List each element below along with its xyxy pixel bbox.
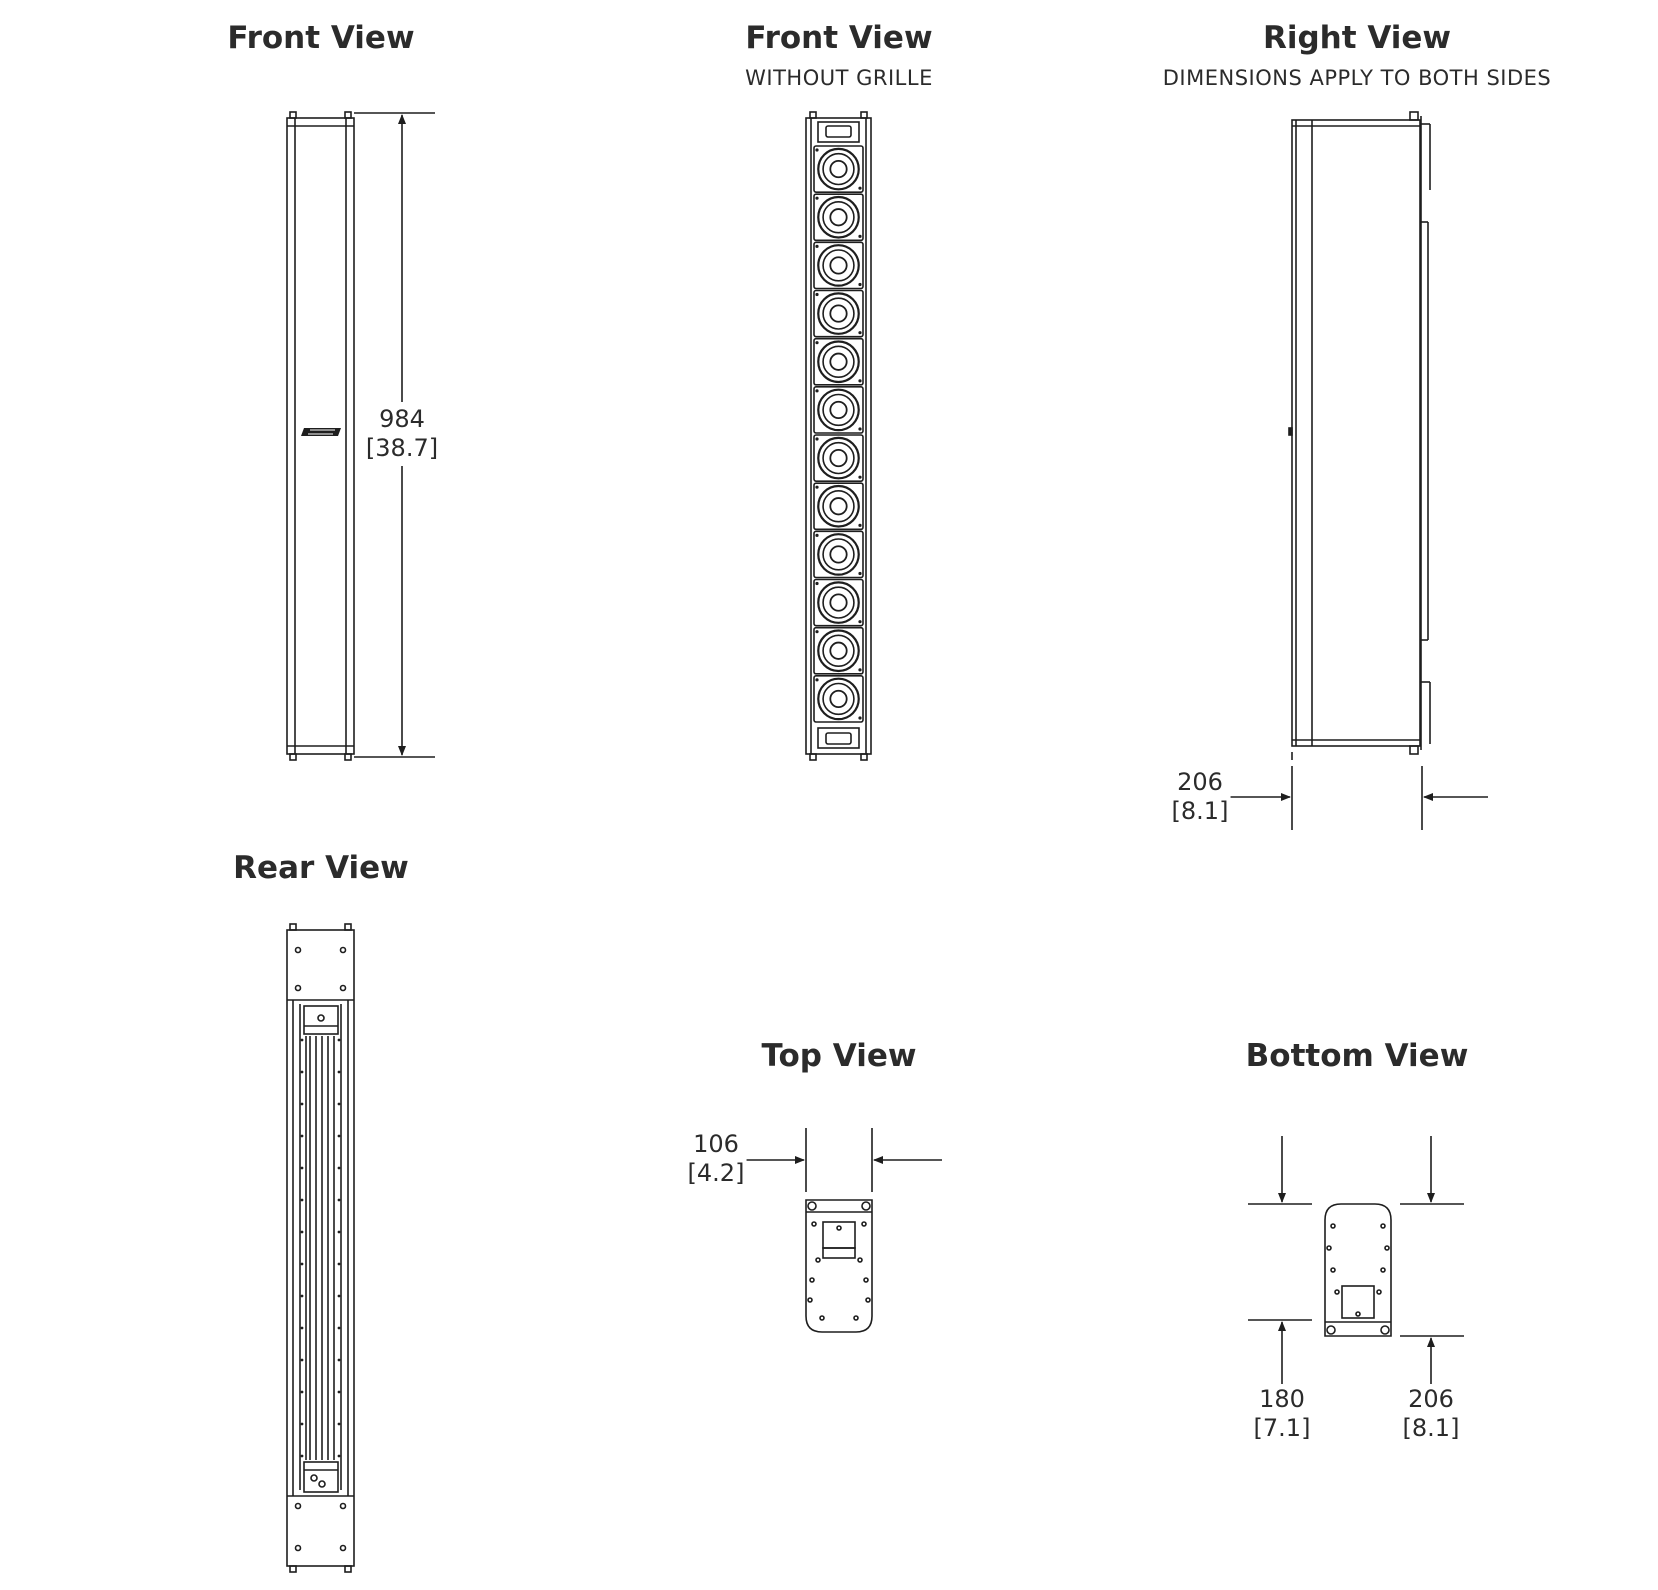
front-view-no-grille-subtitle: WITHOUT GRILLE: [745, 66, 933, 90]
front-view-no-grille-speaker: [806, 112, 871, 760]
driver-cone: [823, 491, 854, 522]
rail-fastener: [301, 1039, 304, 1042]
driver-screw: [858, 716, 861, 719]
top-width-in: [4.2]: [687, 1159, 745, 1187]
bottom-depth-a-mm: 180: [1259, 1385, 1305, 1413]
front-view-title: Front View: [227, 20, 415, 56]
driver-screw: [815, 437, 818, 440]
bottom-view-title: Bottom View: [1245, 1038, 1469, 1074]
front-view-no-grille-title: Front View: [745, 20, 933, 56]
driver-screw: [815, 630, 818, 633]
right-depth-dimension: [1228, 752, 1488, 830]
rail-fastener: [338, 1359, 341, 1362]
driver-screw: [815, 678, 818, 681]
driver-cone: [823, 635, 854, 666]
driver-cone: [823, 443, 854, 474]
top-view-speaker: [806, 1200, 872, 1332]
driver-cone: [823, 154, 854, 185]
rail-fastener: [301, 1135, 304, 1138]
driver-screw: [815, 245, 818, 248]
driver-dustcap: [830, 691, 846, 707]
bottom-depth-b-label: [1401, 1385, 1462, 1443]
rail-fastener: [301, 1359, 304, 1362]
rail-fastener: [301, 1423, 304, 1426]
driver-screw: [815, 389, 818, 392]
driver-surround: [818, 438, 858, 478]
bottom-depth-b-in: [8.1]: [1402, 1414, 1460, 1442]
driver-dustcap: [830, 546, 846, 562]
driver-screw: [815, 341, 818, 344]
logo-mark: [301, 428, 341, 436]
driver-surround: [818, 631, 858, 671]
driver-dustcap: [830, 643, 846, 659]
driver-surround: [818, 486, 858, 526]
front-height-mm: 984: [379, 405, 425, 433]
driver-dustcap: [830, 402, 846, 418]
driver-cone: [823, 539, 854, 570]
driver-screw: [815, 197, 818, 200]
rail-fastener: [338, 1423, 341, 1426]
top-view-title: Top View: [761, 1038, 917, 1074]
driver-screw: [815, 486, 818, 489]
driver-screw: [858, 283, 861, 286]
driver-screw: [858, 572, 861, 575]
driver-dustcap: [830, 257, 846, 273]
driver-cone: [823, 250, 854, 281]
driver-cone: [823, 395, 854, 426]
driver-screw: [858, 235, 861, 238]
driver-screw: [858, 187, 861, 190]
driver-surround: [818, 390, 858, 430]
rail-fastener: [338, 1071, 341, 1074]
rail-fastener: [338, 1295, 341, 1298]
rail-fastener: [338, 1135, 341, 1138]
driver-screw: [858, 524, 861, 527]
driver-dustcap: [830, 209, 846, 225]
bottom-view-speaker: [1325, 1204, 1391, 1336]
rear-view-title: Rear View: [233, 850, 409, 886]
driver-surround: [818, 582, 858, 622]
driver-dustcap: [830, 498, 846, 514]
driver-surround: [818, 293, 858, 333]
driver-screw: [858, 379, 861, 382]
rear-view-speaker: [287, 924, 354, 1572]
driver-dustcap: [830, 354, 846, 370]
driver-screw: [858, 668, 861, 671]
rail-fastener: [338, 1039, 341, 1042]
right-view-title: Right View: [1262, 20, 1452, 56]
rail-fastener: [338, 1167, 341, 1170]
driver-dustcap: [830, 305, 846, 321]
driver-surround: [818, 679, 858, 719]
rail-fastener: [338, 1263, 341, 1266]
rail-fastener: [301, 1199, 304, 1202]
driver-dustcap: [830, 450, 846, 466]
rail-fastener: [338, 1455, 341, 1458]
front-view-speaker: [287, 112, 354, 760]
driver-cone: [823, 298, 854, 329]
top-width-mm: 106: [693, 1130, 739, 1158]
rail-fastener: [301, 1231, 304, 1234]
rail-fastener: [301, 1263, 304, 1266]
driver-screw: [815, 293, 818, 296]
right-depth-label: [1170, 768, 1231, 826]
driver-screw: [858, 331, 861, 334]
driver-surround: [818, 342, 858, 382]
right-view-speaker: [1289, 112, 1430, 754]
top-width-label: [686, 1130, 747, 1188]
rail-fastener: [301, 1295, 304, 1298]
rail-fastener: [301, 1455, 304, 1458]
driver-dustcap: [830, 161, 846, 177]
bottom-depth-b-mm: 206: [1408, 1385, 1454, 1413]
driver-surround: [818, 149, 858, 189]
rail-fastener: [301, 1071, 304, 1074]
front-height-in: [38.7]: [365, 434, 439, 462]
top-width-dimension: [742, 1128, 942, 1192]
driver-screw: [815, 148, 818, 151]
driver-cone: [823, 346, 854, 377]
driver-surround: [818, 197, 858, 237]
driver-cone: [823, 587, 854, 618]
driver-dustcap: [830, 594, 846, 610]
driver-surround: [818, 534, 858, 574]
driver-cone: [823, 202, 854, 233]
rail-fastener: [338, 1327, 341, 1330]
right-view-subtitle: DIMENSIONS APPLY TO BOTH SIDES: [1162, 66, 1552, 90]
rail-fastener: [338, 1231, 341, 1234]
driver-cone: [823, 684, 854, 715]
right-depth-mm: 206: [1177, 768, 1223, 796]
driver-screw: [858, 620, 861, 623]
front-height-label: [364, 405, 440, 463]
driver-stack: [814, 146, 863, 722]
rail-fastener: [338, 1199, 341, 1202]
driver-screw: [815, 582, 818, 585]
rail-fastener: [301, 1391, 304, 1394]
right-depth-in: [8.1]: [1171, 797, 1229, 825]
driver-screw: [858, 476, 861, 479]
rail-fastener: [301, 1167, 304, 1170]
bottom-depth-a-label: [1252, 1385, 1313, 1443]
rail-fastener: [338, 1391, 341, 1394]
rail-fastener: [301, 1327, 304, 1330]
driver-screw: [858, 427, 861, 430]
rail-fastener: [301, 1103, 304, 1106]
driver-screw: [815, 534, 818, 537]
rail-fastener: [338, 1103, 341, 1106]
bottom-depth-a-in: [7.1]: [1253, 1414, 1311, 1442]
bottom-depth-dimensions: [1248, 1136, 1464, 1384]
driver-surround: [818, 245, 858, 285]
